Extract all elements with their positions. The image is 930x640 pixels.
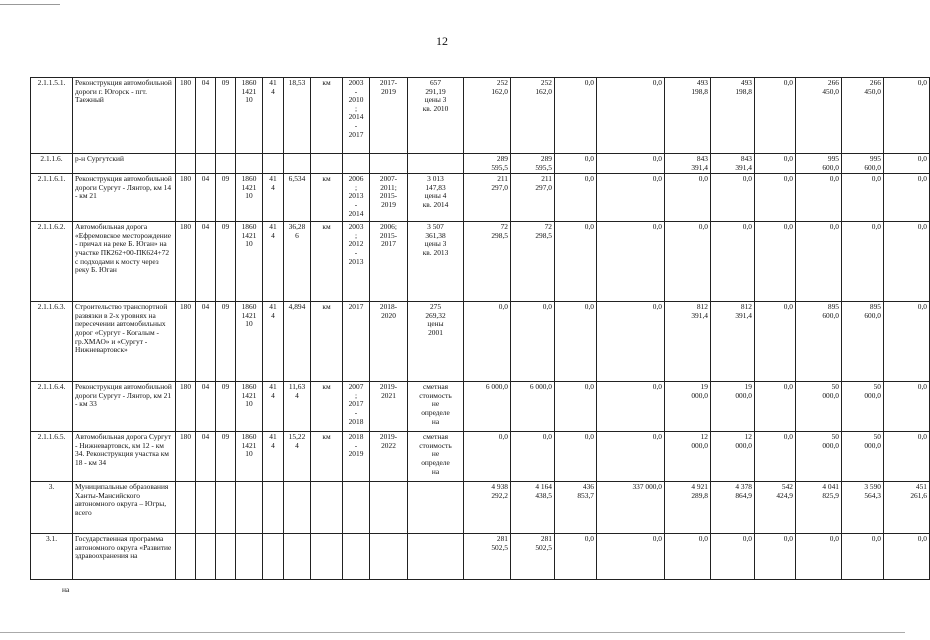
capacity-unit [311,154,343,174]
table-row [31,534,930,580]
value-col-5: 12 000,0 [665,432,711,482]
code-col-1 [176,482,196,534]
value-col-8: 0,0 [796,222,842,302]
row-name: р-н Сургутский [73,154,176,174]
row-code: 2.1.1.6.2. [31,222,73,302]
financing-years [370,534,408,580]
table-row [31,432,930,482]
value-col-6: 812 391,4 [711,302,755,382]
construction-years: 2018 - 2019 [343,432,370,482]
code-col-5: 41 4 [263,432,284,482]
value-col-8: 50 000,0 [796,382,842,432]
value-col-1: 6 000,0 [464,382,511,432]
code-col-3: 09 [216,78,236,154]
value-col-2: 289 595,5 [511,154,555,174]
value-col-9: 50 000,0 [842,432,884,482]
value-col-10: 0,0 [884,222,930,302]
value-col-3: 0,0 [555,432,597,482]
code-col-4 [236,154,263,174]
value-col-2: 4 164 438,5 [511,482,555,534]
table-row [31,482,930,534]
code-col-1: 180 [176,432,196,482]
table-row [31,382,930,432]
value-col-7: 0,0 [755,432,796,482]
value-col-9: 266 450,0 [842,78,884,154]
capacity-value: 36,28 6 [284,222,311,302]
value-col-2: 6 000,0 [511,382,555,432]
row-code: 2.1.1.5.1. [31,78,73,154]
value-col-2: 281 502,5 [511,534,555,580]
row-code: 2.1.1.6.1. [31,174,73,222]
page-footnote: на [62,585,70,594]
value-col-10: 0,0 [884,432,930,482]
value-col-8: 995 600,0 [796,154,842,174]
code-col-2: 04 [196,222,216,302]
value-col-7: 0,0 [755,78,796,154]
capacity-value: 6,534 [284,174,311,222]
capacity-unit [311,482,343,534]
row-name: Муниципальные образования Ханты-Мансийского автономного округа – Югры, всего [73,482,176,534]
code-col-1: 180 [176,78,196,154]
code-col-5: 41 4 [263,302,284,382]
value-col-7: 542 424,9 [755,482,796,534]
value-col-6: 12 000,0 [711,432,755,482]
value-col-1: 289 595,5 [464,154,511,174]
value-col-1: 0,0 [464,302,511,382]
value-col-4: 0,0 [597,382,665,432]
construction-years: 2007 ; 2017 - 2018 [343,382,370,432]
value-col-3: 0,0 [555,174,597,222]
code-col-1 [176,154,196,174]
value-col-10: 0,0 [884,174,930,222]
value-col-10: 0,0 [884,154,930,174]
construction-years [343,534,370,580]
capacity-unit: км [311,174,343,222]
value-col-5: 843 391,4 [665,154,711,174]
value-col-4: 0,0 [597,174,665,222]
capacity-unit: км [311,78,343,154]
value-col-1: 0,0 [464,432,511,482]
row-name: Реконструкция автомобильной дороги Сургут - Лянтор, км 14 - км 21 [73,174,176,222]
estimated-cost: 3 013 147,83 цены 4 кв. 2014 [408,174,464,222]
code-col-3: 09 [216,222,236,302]
table-row [31,174,930,222]
value-col-3: 0,0 [555,154,597,174]
row-code: 2.1.1.6. [31,154,73,174]
value-col-5: 19 000,0 [665,382,711,432]
value-col-3: 0,0 [555,222,597,302]
code-col-4: 1860 1421 10 [236,432,263,482]
row-name: Автомобильная дорога «Ефремовское месторождение - причал на реке Б. Юган» на участке ПК262+00-ПК624+72 с подходами к мосту через реку Б. Юган [73,222,176,302]
code-col-1: 180 [176,382,196,432]
code-col-4: 1860 1421 10 [236,174,263,222]
value-col-5: 0,0 [665,174,711,222]
value-col-5: 0,0 [665,222,711,302]
value-col-4: 0,0 [597,534,665,580]
value-col-7: 0,0 [755,174,796,222]
value-col-1: 281 502,5 [464,534,511,580]
code-col-5: 41 4 [263,222,284,302]
value-col-5: 493 198,8 [665,78,711,154]
value-col-3: 0,0 [555,302,597,382]
code-col-3: 09 [216,174,236,222]
capacity-value [284,154,311,174]
value-col-7: 0,0 [755,154,796,174]
value-col-2: 252 162,0 [511,78,555,154]
capacity-value [284,482,311,534]
value-col-6: 493 198,8 [711,78,755,154]
capacity-unit: км [311,382,343,432]
code-col-4 [236,482,263,534]
page-number: 12 [436,34,448,48]
value-col-4: 0,0 [597,154,665,174]
code-col-3 [216,482,236,534]
value-col-8: 50 000,0 [796,432,842,482]
value-col-10: 0,0 [884,302,930,382]
code-col-3 [216,154,236,174]
value-col-1: 4 938 292,2 [464,482,511,534]
code-col-1: 180 [176,222,196,302]
value-col-3: 0,0 [555,382,597,432]
code-col-3: 09 [216,302,236,382]
capacity-unit: км [311,432,343,482]
code-col-1 [176,534,196,580]
estimated-cost [408,482,464,534]
value-col-6: 843 391,4 [711,154,755,174]
row-code: 3. [31,482,73,534]
value-col-2: 0,0 [511,302,555,382]
value-col-8: 0,0 [796,534,842,580]
capacity-unit: км [311,222,343,302]
estimated-cost [408,534,464,580]
capacity-value: 15,22 4 [284,432,311,482]
construction-years [343,482,370,534]
value-col-5: 812 391,4 [665,302,711,382]
value-col-9: 995 600,0 [842,154,884,174]
capacity-value [284,534,311,580]
value-col-8: 0,0 [796,174,842,222]
value-col-6: 0,0 [711,174,755,222]
value-col-9: 0,0 [842,222,884,302]
construction-years: 2006 ; 2013 - 2014 [343,174,370,222]
financing-years [370,482,408,534]
value-col-2: 211 297,0 [511,174,555,222]
estimated-cost [408,154,464,174]
value-col-10: 0,0 [884,382,930,432]
top-edge-line [0,4,60,5]
capacity-value: 4,894 [284,302,311,382]
value-col-8: 266 450,0 [796,78,842,154]
code-col-3 [216,534,236,580]
value-col-2: 0,0 [511,432,555,482]
code-col-2 [196,534,216,580]
value-col-6: 4 378 864,9 [711,482,755,534]
bottom-edge-line [0,632,905,633]
code-col-4: 1860 1421 10 [236,222,263,302]
code-col-1: 180 [176,174,196,222]
table-row [31,78,930,154]
value-col-7: 0,0 [755,534,796,580]
code-col-2: 04 [196,432,216,482]
code-col-5: 41 4 [263,174,284,222]
financing-years [370,154,408,174]
value-col-4: 0,0 [597,432,665,482]
value-col-1: 252 162,0 [464,78,511,154]
row-name: Строительство транспортной развязки в 2-х уровнях на пересечении автомобильных дорог «Сургут - Когалым - гр.ХМАО» и «Сургут - Нижневартовск» [73,302,176,382]
value-col-7: 0,0 [755,222,796,302]
value-col-4: 337 000,0 [597,482,665,534]
row-name: Государственная программа автономного округа «Развитие здравоохранения на [73,534,176,580]
construction-years: 2003 ; 2012 - 2013 [343,222,370,302]
code-col-3: 09 [216,382,236,432]
value-col-9: 895 600,0 [842,302,884,382]
value-col-6: 19 000,0 [711,382,755,432]
value-col-7: 0,0 [755,302,796,382]
value-col-4: 0,0 [597,78,665,154]
value-col-9: 50 000,0 [842,382,884,432]
code-col-4: 1860 1421 10 [236,302,263,382]
row-name: Реконструкция автомобильной дороги г. Югорск - пгт. Таежный [73,78,176,154]
value-col-9: 3 590 564,3 [842,482,884,534]
financing-years: 2019- 2022 [370,432,408,482]
capacity-value: 11,63 4 [284,382,311,432]
value-col-10: 451 261,6 [884,482,930,534]
value-col-2: 72 298,5 [511,222,555,302]
code-col-2: 04 [196,382,216,432]
investment-objects-table [30,77,930,580]
value-col-8: 895 600,0 [796,302,842,382]
value-col-7: 0,0 [755,382,796,432]
value-col-5: 0,0 [665,534,711,580]
construction-years [343,154,370,174]
code-col-3: 09 [216,432,236,482]
table-row [31,222,930,302]
value-col-4: 0,0 [597,222,665,302]
code-col-5: 41 4 [263,382,284,432]
value-col-8: 4 041 825,9 [796,482,842,534]
estimated-cost: 3 507 361,38 цены 3 кв. 2013 [408,222,464,302]
code-col-4: 1860 1421 10 [236,382,263,432]
code-col-4: 1860 1421 10 [236,78,263,154]
value-col-1: 211 297,0 [464,174,511,222]
code-col-2: 04 [196,78,216,154]
financing-years: 2018- 2020 [370,302,408,382]
code-col-4 [236,534,263,580]
code-col-2 [196,482,216,534]
table-row [31,302,930,382]
code-col-2 [196,154,216,174]
row-name: Реконструкция автомобильной дороги Сургут - Лянтор, км 21 - км 33 [73,382,176,432]
construction-years: 2003 - 2010 ; 2014 - 2017 [343,78,370,154]
row-name: Автомобильная дорога Сургут - Нижневартовск, км 12 - км 34. Реконструкция участка км 18 - км 34 [73,432,176,482]
financing-years: 2017- 2019 [370,78,408,154]
value-col-9: 0,0 [842,174,884,222]
code-col-5 [263,482,284,534]
value-col-10: 0,0 [884,78,930,154]
capacity-unit [311,534,343,580]
value-col-5: 4 921 289,8 [665,482,711,534]
estimated-cost: 275 269,32 цены 2001 [408,302,464,382]
value-col-3: 0,0 [555,534,597,580]
value-col-3: 436 853,7 [555,482,597,534]
estimated-cost: сметная стоимость не определе на [408,432,464,482]
estimated-cost: сметная стоимость не определе на [408,382,464,432]
row-code: 2.1.1.6.4. [31,382,73,432]
financing-years: 2006; 2015- 2017 [370,222,408,302]
value-col-6: 0,0 [711,534,755,580]
estimated-cost: 657 291,19 цены 3 кв. 2010 [408,78,464,154]
code-col-5 [263,534,284,580]
financing-years: 2019- 2021 [370,382,408,432]
value-col-6: 0,0 [711,222,755,302]
row-code: 2.1.1.6.3. [31,302,73,382]
code-col-1: 180 [176,302,196,382]
code-col-5 [263,154,284,174]
value-col-10: 0,0 [884,534,930,580]
row-code: 3.1. [31,534,73,580]
value-col-1: 72 298,5 [464,222,511,302]
value-col-3: 0,0 [555,78,597,154]
table-row [31,154,930,174]
capacity-value: 18,53 [284,78,311,154]
code-col-2: 04 [196,302,216,382]
code-col-5: 41 4 [263,78,284,154]
construction-years: 2017 [343,302,370,382]
financing-years: 2007- 2011; 2015- 2019 [370,174,408,222]
value-col-4: 0,0 [597,302,665,382]
code-col-2: 04 [196,174,216,222]
value-col-9: 0,0 [842,534,884,580]
row-code: 2.1.1.6.5. [31,432,73,482]
capacity-unit: км [311,302,343,382]
